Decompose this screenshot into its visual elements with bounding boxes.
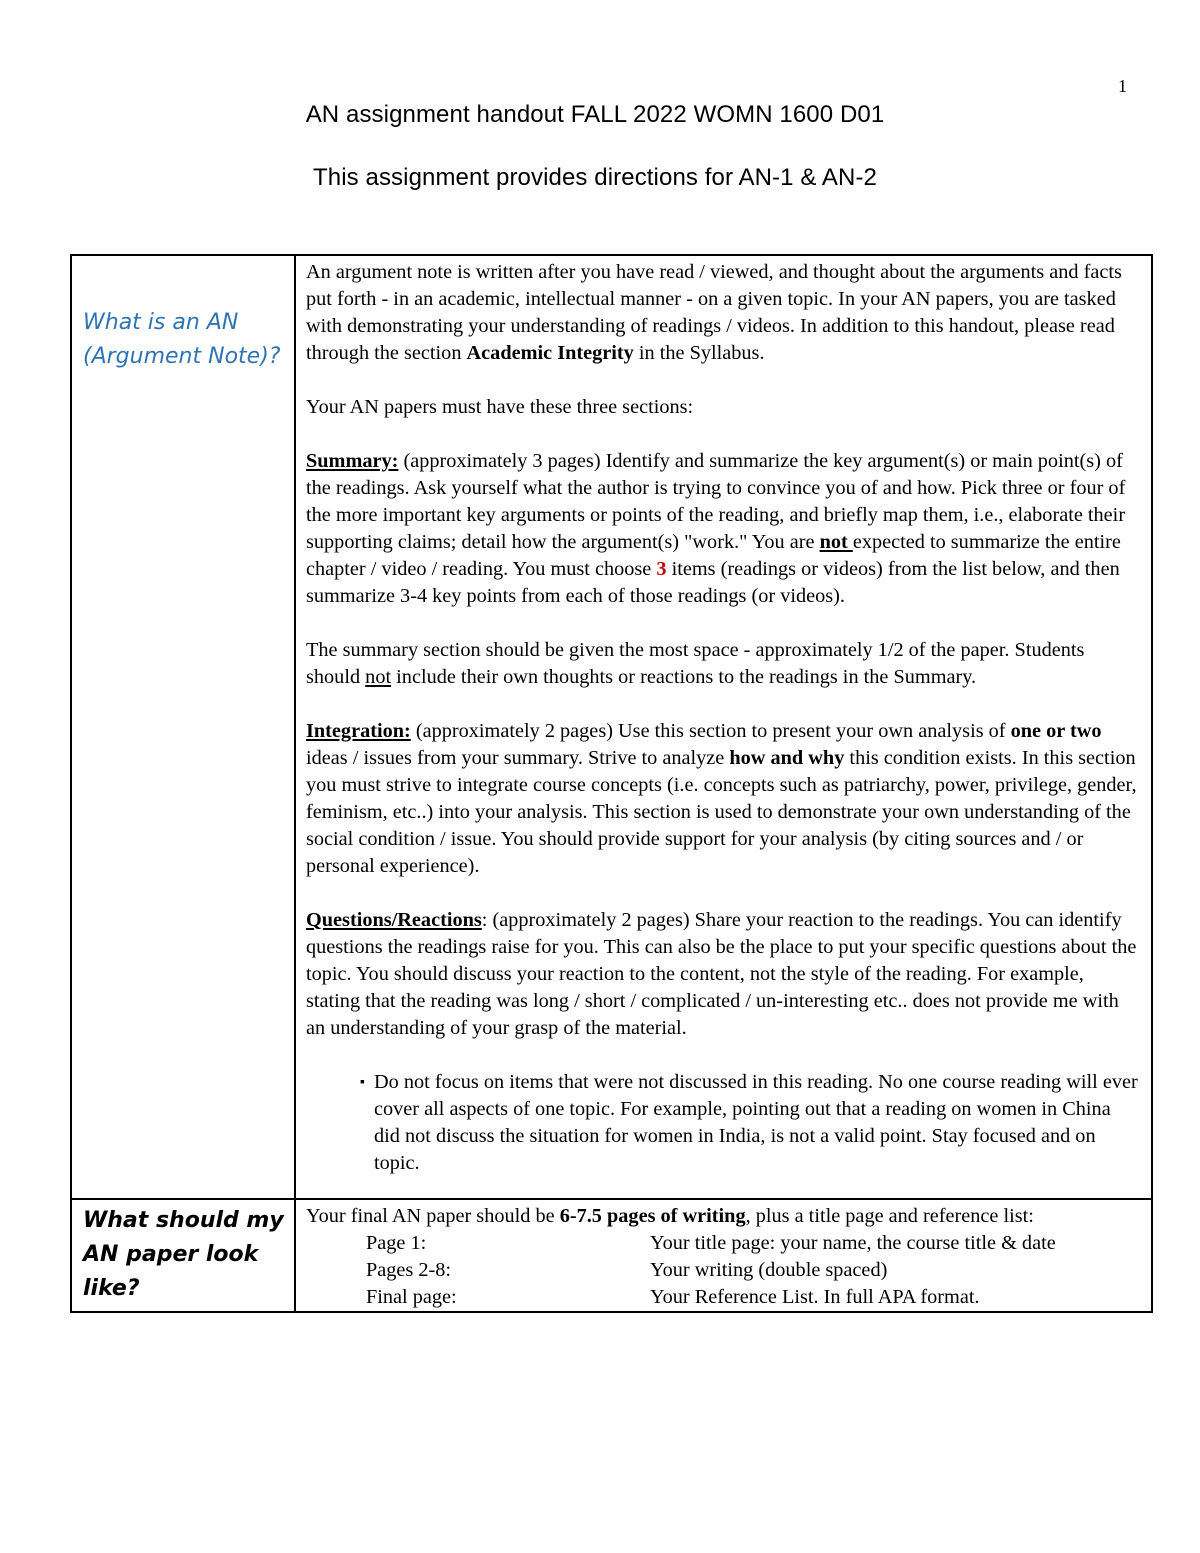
row-label-cell [71,255,295,1199]
table-row [71,255,1152,1199]
document-title: AN assignment handout FALL 2022 WOMN 1600 D01 [305,101,885,128]
page-cell: Final page: [366,1286,457,1308]
paper-length-paragraph: Your final AN paper should be 6-7.5 pages of writing, plus a title page and reference list: [306,1205,1034,1227]
table-row [366,1230,1056,1257]
summary-paragraph: Summary: (approximately 3 pages) Identify and summarize the key argument(s) or main point(s) of the readings. Ask yourself what the author is trying to convince you of and how. Pick three or four of the more important key arguments or points of the reading, and briefly map them, i.e., elaborate their supporting claims; detail how the argument(s) "work." You are not expected to summarize the entire chapter / video / reading. You must choose 3 items (readings or videos) from the list below, and then summarize 3-4 key points from each of those readings (or videos). [306,450,1126,607]
intro-paragraph: An argument note is written after you have read / viewed, and thought about the arguments and facts put forth - in an academic, intellectual manner - on a given topic. In your AN papers, you are tasked with demonstrating your understanding of readings / videos. In addition to this handout, please read through the section Academic Integrity in the Syllabus. [306,261,1122,364]
questions-paragraph: Questions/Reactions: (approximately 2 pages) Share your reaction to the readings. You can identify questions the readings raise for you. This can also be the place to put your specific questions about the topic. You should discuss your reaction to the content, not the style of the reading. For example, stating that the reading was long / short / complicated / un-interesting etc.. does not provide me with an understanding of your grasp of the material. [306,909,1137,1039]
not-emphasis: not [819,531,853,553]
page-desc-cell: Your Reference List. In full APA format. [650,1286,980,1308]
page-number: 1 [1118,76,1127,96]
page-layout-table [366,1230,1056,1311]
page-count-emphasis: 6-7.5 pages of writing [559,1205,746,1227]
assignment-table [70,254,1153,1313]
row-content-cell [295,255,1152,1199]
bullet-list [306,1069,1141,1177]
table-row [366,1257,1056,1284]
row-label-cell [71,1199,295,1312]
page-desc-cell: Your title page: your name, the course title & date [650,1232,1056,1254]
integration-paragraph: Integration: (approximately 2 pages) Use this section to present your own analysis of one or two ideas / issues from your summary. Strive to analyze how and why this condition exists. In this section you must strive to integrate course concepts (i.e. concepts such as patriarchy, power, privilege, gender, feminism, etc..) into your analysis. This section is used to demonstrate your own understanding of the social condition / issue. You should provide support for your analysis (by citing sources and / or personal experience). [306,720,1137,877]
integration-heading: Integration: [306,720,411,742]
document-subtitle: This assignment provides directions for AN-1 & AN-2 [312,164,877,191]
item-count-emphasis: 3 [656,558,667,580]
square-bullet-icon: ▪ [360,1075,365,1090]
academic-integrity-emphasis: Academic Integrity [466,342,634,364]
row-content-cell [295,1199,1152,1312]
sections-intro: Your AN papers must have these three sections: [306,396,694,418]
page-cell: Page 1: [366,1232,427,1254]
summary-heading: Summary: [306,450,399,472]
page-cell: Pages 2-8: [366,1259,452,1281]
how-and-why-emphasis: how and why [729,747,845,769]
one-or-two-emphasis: one or two [1010,720,1102,742]
summary-note-paragraph: The summary section should be given the most space - approximately 1/2 of the paper. Students should not include their own thoughts or reactions to the readings in the Summary. [306,639,1085,688]
list-item: ▪ Do not focus on items that were not discussed in this reading. No one course reading will ever cover all aspects of one topic. For example, pointing out that a reading on women in China did not discuss the situation for women in India, is not a valid point. Stay focused and on topic. [360,1071,1138,1174]
row-label-what-is-an: What is an AN (Argument Note)? [83,310,281,369]
table-row [366,1284,1056,1311]
row-label-paper-look: What should my AN paper look like? [83,1208,284,1301]
page-desc-cell: Your writing (double spaced) [650,1259,888,1281]
table-row [71,1199,1152,1312]
questions-heading: Questions/Reactions [306,909,482,931]
not-underline: not [365,666,392,688]
